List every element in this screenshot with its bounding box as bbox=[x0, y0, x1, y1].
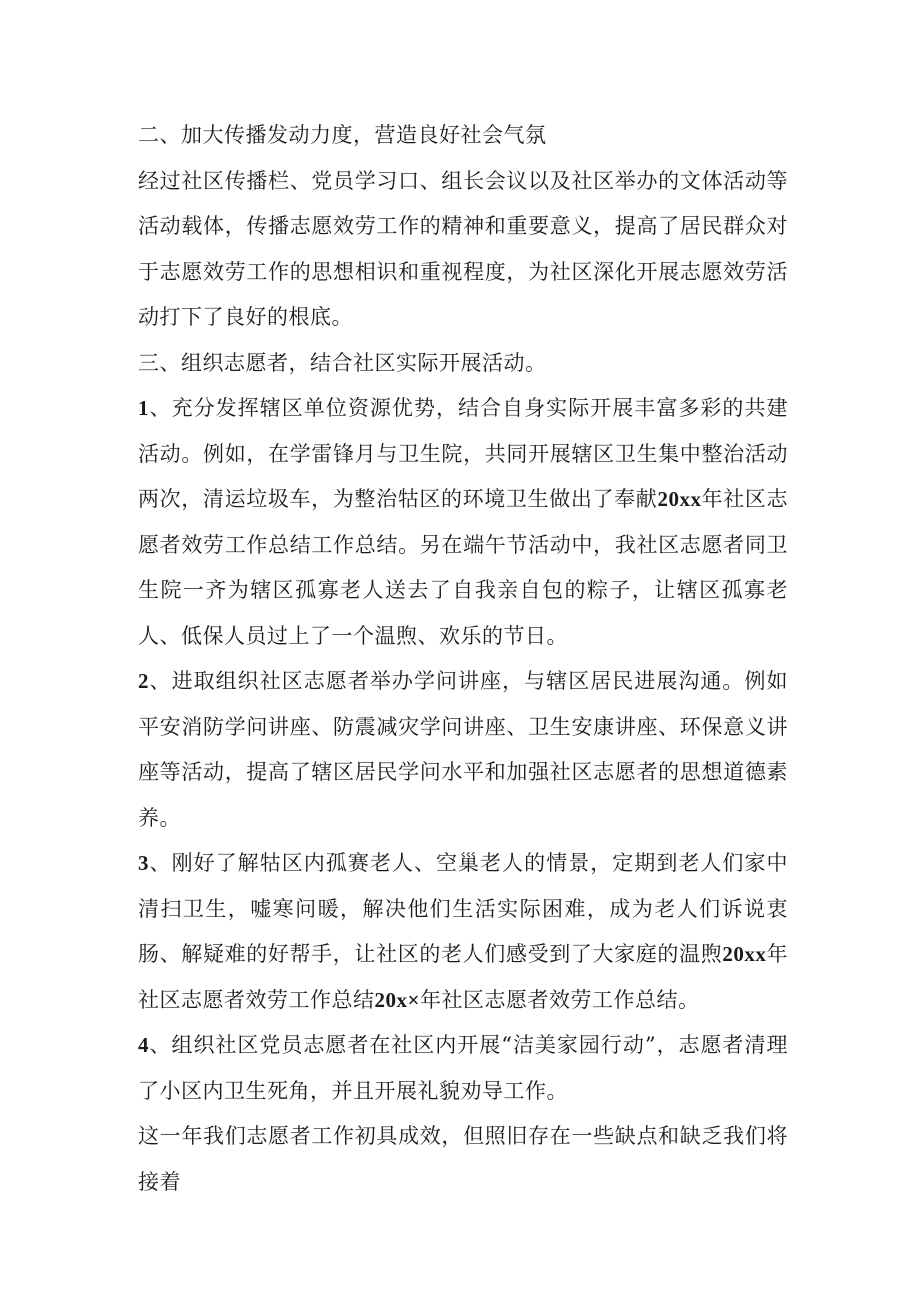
year-text: 20xx bbox=[722, 942, 767, 966]
item-text: 、进取组织社区志愿者举办学问讲座，与辖区居民进展沟通。例如平安消防学问讲座、防震减灾学问讲座、卫生安康讲座、环保意义讲座等活动，提高了辖区居民学问水平和加强社区志愿者的思想道德素养。 bbox=[138, 669, 788, 830]
item-text-cont: 年社区志愿者效劳工作总结 bbox=[138, 942, 789, 1012]
section-heading-3: 三、组织志愿者，结合社区实际开展活动。 bbox=[138, 350, 547, 375]
section-2-paragraph: 经过社区传播栏、党员学习口、组长会议以及社区举办的文体活动等活动载体，传播志愿效劳工作的精神和重要意义，提高了居民群众对于志愿效劳工作的思想相识和重视程度，为社区深化开展志愿效劳活动打下了良好的根底。 bbox=[138, 168, 788, 329]
item-number: 2 bbox=[138, 669, 149, 693]
item-text: 、充分发挥辖区单位资源优势，结合自身实际开展丰富多彩的共建活动。例如，在学雷锋月与卫生院，共同开展辖区卫生集中整治活动两次，清运垃圾车，为整治牯区的环境卫生做出了奉献 bbox=[138, 396, 788, 511]
document-body bbox=[138, 113, 788, 1205]
section-heading-2: 二、加大传播发动力度，营造良好社会气氛 bbox=[138, 123, 547, 147]
item-number: 3 bbox=[138, 851, 149, 875]
list-item-1 bbox=[138, 386, 788, 659]
list-item-3 bbox=[138, 841, 788, 1023]
item-number: 1 bbox=[138, 396, 149, 420]
list-item-4 bbox=[138, 1023, 788, 1114]
item-text: 、组织社区党员志愿者在社区内开展“洁美家园行动”，志愿者清理了小区内卫生死角，并且开展礼貌劝导工作。 bbox=[138, 1033, 788, 1103]
closing-paragraph: 这一年我们志愿者工作初具成效，但照旧存在一些缺点和缺乏我们将接着 bbox=[138, 1124, 788, 1194]
item-text-cont: 年社区志愿者效劳工作总结工作总结。另在端午节活动中，我社区志愿者同卫生院一齐为辖区孤寡老人送去了自我亲自包的粽子，让辖区孤寡老人、低保人员过上了一个温煦、欢乐的节日。 bbox=[138, 487, 789, 648]
item-text: 、刚好了解牯区内孤赛老人、空巢老人的情景，定期到老人们家中清扫卫生，嘘寒问暖，解决他们生活实际困难，成为老人们诉说衷肠、解疑难的好帮手，让社区的老人们感受到了大家庭的温煦 bbox=[138, 851, 788, 966]
year-text: 20xx bbox=[657, 487, 702, 511]
year-text: 20x× bbox=[374, 987, 420, 1012]
item-number: 4 bbox=[138, 1033, 149, 1057]
item-text-end: 年社区志愿者效劳工作总结。 bbox=[419, 987, 700, 1012]
list-item-2 bbox=[138, 659, 788, 841]
